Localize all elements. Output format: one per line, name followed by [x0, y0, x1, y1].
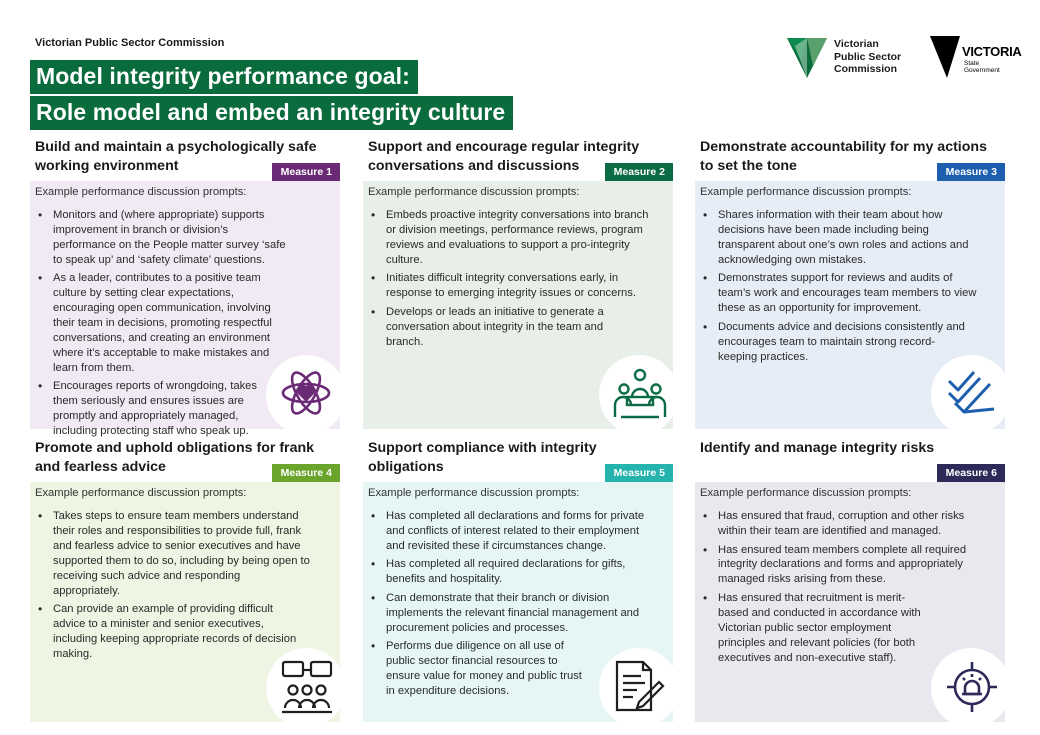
bullet-item: • Encourages reports of wrongdoing, takes them seriously and ensures issues are promptly and appropriately managed, including protecting staff who speak up.: [35, 379, 263, 439]
org-label: Victorian Public Sector Commission: [35, 37, 225, 49]
victoria-logo-word: VICTORIA: [962, 44, 1022, 59]
bullet-item: • Can provide an example of providing difficult advice to a minister and senior executives, including keeping appropriate records of decision making.: [35, 602, 298, 662]
bullet-list: [35, 208, 291, 443]
measure-title: Promote and uphold obligations for frank and fearless advice: [35, 440, 315, 475]
prompt-label: Example performance discussion prompts:: [700, 186, 912, 198]
bullet-item: • Shares information with their team about how decisions have been made including being transparent about one’s own roles and actions and acknowledging own mistakes.: [700, 208, 980, 268]
icon-badge: [266, 355, 346, 435]
measure-panel: [30, 181, 340, 438]
bullet-list: [368, 208, 658, 353]
measure-panel: [363, 482, 673, 722]
atom-heart-icon: [280, 367, 332, 419]
prompt-label: Example performance discussion prompts:: [368, 487, 580, 499]
bullet-item: • Has completed all declarations and forms for private and conflicts of interest related to their employment and revisited these if circumstances change.: [368, 509, 653, 554]
icon-badge: [599, 355, 679, 435]
bullet-item: • Has ensured team members complete all required integrity declarations and forms and appropriately managed risks arising from these.: [700, 543, 985, 588]
bullet-item: • Monitors and (where appropriate) supports improvement in branch or division’s performance on the People matter survey ‘safe to speak up’ and ‘safety climate’ questions.: [35, 208, 291, 268]
bullet-item: • As a leader, contributes to a positive team culture by setting clear expectations, encouraging open communication, involving their team in decisions, promoting respectful conversations, and creating an environment where it’s acceptable to make mistakes and learn from them.: [35, 271, 291, 375]
measure-badge: Measure 5: [605, 464, 673, 482]
document-pen-icon: [613, 660, 665, 714]
bullet-item: • Has ensured that fraud, corruption and other risks within their team are identified and managed.: [700, 509, 985, 539]
bullet-item: • Takes steps to ensure team members understand their roles and responsibilities to provide full, frank and fearless advice to senior executives and have supported them to do so, including by being open to receiving such advice and responding appropriately.: [35, 509, 310, 598]
stacked-checks-icon: [945, 367, 997, 419]
measure-panel: [363, 181, 673, 429]
page-title-line-1: Model integrity performance goal:: [30, 60, 418, 94]
prompt-label: Example performance discussion prompts:: [35, 186, 247, 198]
vpsc-logo-text: [834, 38, 901, 76]
prompt-label: Example performance discussion prompts:: [700, 487, 912, 499]
team-meeting-icon: [613, 367, 667, 419]
bullet-item: • Has ensured that recruitment is merit-based and conducted in accordance with Victorian public sector employment principles and relevant policies (for both executives and non-executive staff).: [700, 591, 933, 666]
victoria-logo-sub: [964, 60, 1000, 74]
bullet-item: • Initiates difficult integrity conversations early, in response to emerging integrity issues or concerns.: [368, 271, 658, 301]
bullet-item: • Can demonstrate that their branch or division implements the relevant financial management and procurement policies and processes.: [368, 591, 653, 636]
speech-group-icon: [280, 660, 334, 714]
bullet-list: [35, 509, 310, 665]
victoria-logo-sub-1: State: [964, 60, 980, 67]
bullet-item: • Develops or leads an initiative to generate a conversation about integrity in the team and branch.: [368, 305, 626, 350]
victoria-logo-sub-2: Government: [964, 67, 1000, 74]
measure-badge: Measure 3: [937, 163, 1005, 181]
vpsc-logo-line-1: Victorian: [834, 38, 879, 50]
measure-badge: Measure 4: [272, 464, 340, 482]
measure-panel: [695, 181, 1005, 429]
bullet-item: • Performs due diligence on all use of public sector financial resources to ensure value for money and public trust in expenditure decisions.: [368, 639, 591, 699]
measure-title: Build and maintain a psychologically safe working environment: [35, 139, 317, 174]
measure-badge: Measure 1: [272, 163, 340, 181]
bullet-list: [700, 208, 980, 368]
bullet-item: • Demonstrates support for reviews and audits of team’s work and encourages team members to view these as an opportunity for improvement.: [700, 271, 980, 316]
icon-badge: [599, 648, 679, 728]
bullet-item: • Documents advice and decisions consistently and encourages team to maintain strong record-keeping practices.: [700, 320, 974, 365]
measure-title: Demonstrate accountability for my actions to set the tone: [700, 139, 987, 174]
prompt-label: Example performance discussion prompts:: [368, 186, 580, 198]
bullet-item: • Embeds proactive integrity conversations into branch or division meetings, performance reviews, program reviews and evaluations to support a pro-integrity culture.: [368, 208, 658, 268]
measure-panel: [695, 482, 1005, 722]
icon-badge: [931, 648, 1011, 728]
target-alert-icon: [945, 660, 999, 714]
measure-title: Support and encourage regular integrity conversations and discussions: [368, 139, 640, 174]
measure-badge: Measure 2: [605, 163, 673, 181]
icon-badge: [266, 648, 346, 728]
prompt-label: Example performance discussion prompts:: [35, 487, 247, 499]
vpsc-logo-line-2: Public Sector: [834, 50, 902, 63]
measure-badge: Measure 6: [937, 464, 1005, 482]
measure-title: Support compliance with integrity obligations: [368, 440, 597, 475]
icon-badge: [931, 355, 1011, 435]
vpsc-logo-line-3: Commission: [834, 63, 898, 75]
page-title-line-2: Role model and embed an integrity culture: [30, 96, 513, 130]
measure-panel: [30, 482, 340, 722]
bullet-item: • Has completed all required declarations for gifts, benefits and hospitality.: [368, 557, 653, 587]
measure-title: Identify and manage integrity risks: [700, 440, 935, 456]
bullet-list: [700, 509, 985, 669]
